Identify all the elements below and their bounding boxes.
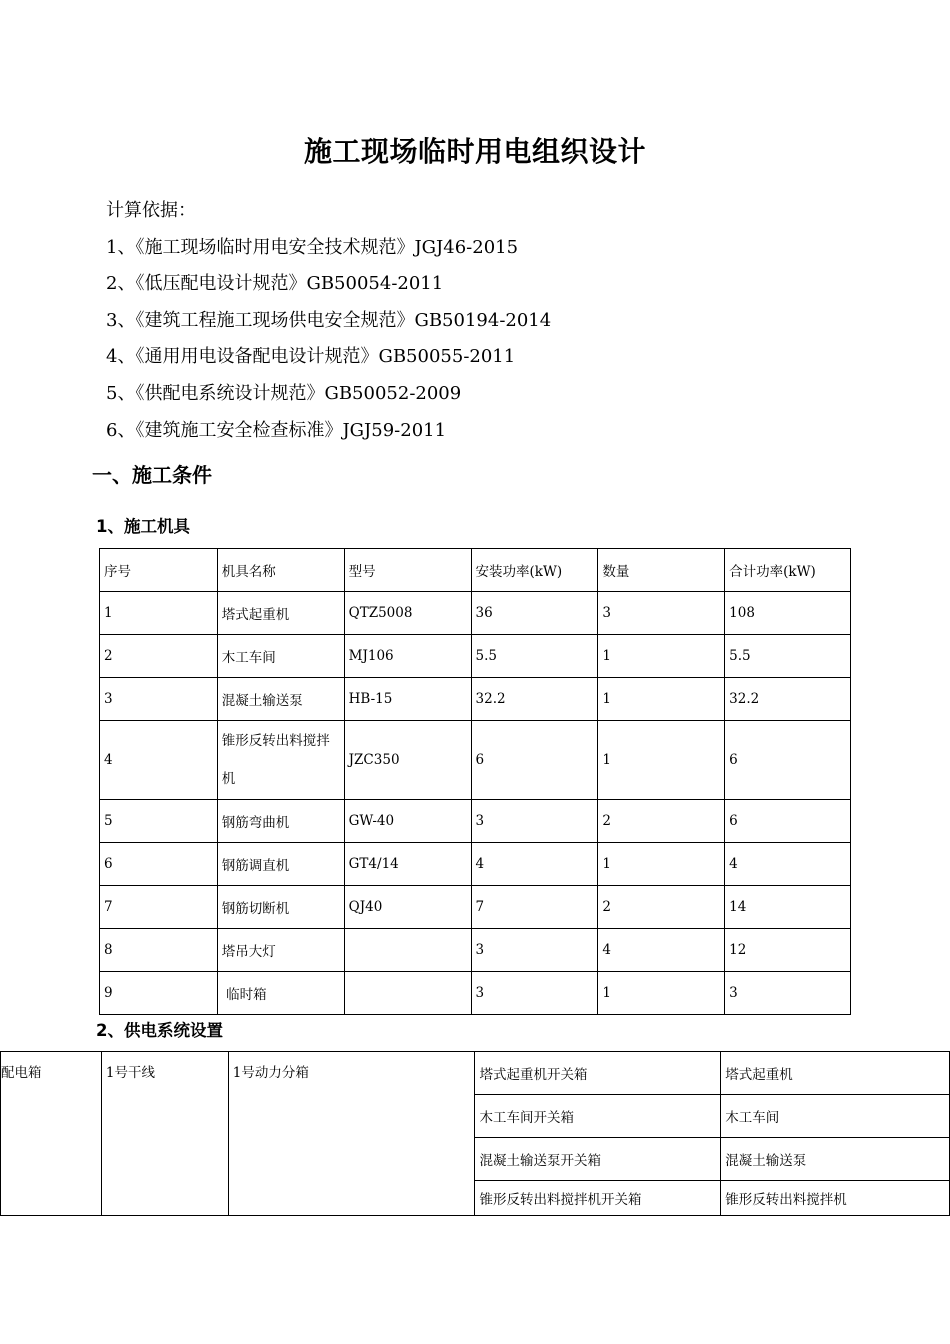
basis-heading: 计算依据： bbox=[106, 200, 196, 221]
header-cell: 序号 bbox=[100, 549, 218, 592]
table-cell: 4 bbox=[100, 721, 218, 800]
basis-item: 6、《建筑施工安全检查标准》JGJ59-2011 bbox=[106, 419, 447, 441]
table-cell: GW-40 bbox=[344, 800, 471, 843]
table-cell: 钢筋调直机 bbox=[217, 843, 344, 886]
machinery-table bbox=[99, 548, 851, 1015]
table-cell: 1 bbox=[598, 721, 725, 800]
table-row bbox=[100, 843, 851, 886]
table-cell: 9 bbox=[100, 972, 218, 1015]
table-cell: 7 bbox=[100, 886, 218, 929]
table-cell: 6 bbox=[725, 721, 851, 800]
table-cell: 1 bbox=[598, 635, 725, 678]
table-cell: 14 bbox=[725, 886, 851, 929]
table-cell: 3 bbox=[725, 972, 851, 1015]
table-cell bbox=[344, 972, 471, 1015]
table-cell: 2 bbox=[598, 800, 725, 843]
header-cell: 数量 bbox=[598, 549, 725, 592]
table-cell: QJ40 bbox=[344, 886, 471, 929]
table-cell: 钢筋切断机 bbox=[217, 886, 344, 929]
table-cell: 临时箱 bbox=[217, 972, 344, 1015]
table-row bbox=[100, 635, 851, 678]
table-cell: GT4/14 bbox=[344, 843, 471, 886]
table-cell: 塔式起重机 bbox=[721, 1052, 950, 1095]
basis-item: 3、《建筑工程施工现场供电安全规范》GB50194-2014 bbox=[106, 309, 552, 331]
table-row bbox=[100, 800, 851, 843]
subheading-power-supply-system: 2、供电系统设置 bbox=[96, 1021, 223, 1040]
table-cell: 混凝土输送泵开关箱 bbox=[475, 1138, 721, 1181]
table-cell: 3 bbox=[598, 592, 725, 635]
table-cell: 塔式起重机开关箱 bbox=[475, 1052, 721, 1095]
table-cell: 7 bbox=[471, 886, 598, 929]
table-cell: 4 bbox=[471, 843, 598, 886]
table-row bbox=[1, 1052, 950, 1095]
document-title: 施工现场临时用电组织设计 bbox=[303, 135, 646, 168]
table-cell: 1 bbox=[100, 592, 218, 635]
table-cell: 6 bbox=[100, 843, 218, 886]
table-cell: JZC350 bbox=[344, 721, 471, 800]
table-cell: 5.5 bbox=[471, 635, 598, 678]
table-header-row bbox=[100, 549, 851, 592]
table-cell: 3 bbox=[471, 972, 598, 1015]
table-cell: 锥形反转出料搅拌机 bbox=[217, 721, 344, 800]
table-row bbox=[100, 886, 851, 929]
subheading-machinery: 1、施工机具 bbox=[96, 517, 190, 536]
table-cell: 5 bbox=[100, 800, 218, 843]
table-cell: 12 bbox=[725, 929, 851, 972]
table-cell: 混凝土输送泵 bbox=[217, 678, 344, 721]
table-cell: 2 bbox=[598, 886, 725, 929]
table-cell: 108 bbox=[725, 592, 851, 635]
table-cell: 木工车间开关箱 bbox=[475, 1095, 721, 1138]
table-cell: 6 bbox=[725, 800, 851, 843]
table-cell: 塔吊大灯 bbox=[217, 929, 344, 972]
table-cell: 1 bbox=[598, 972, 725, 1015]
table-cell-power-subbox: 1号动力分箱 bbox=[228, 1052, 475, 1216]
table-row bbox=[100, 678, 851, 721]
table-cell: 锥形反转出料搅拌机开关箱 bbox=[475, 1181, 721, 1216]
header-cell: 机具名称 bbox=[217, 549, 344, 592]
table-cell: 5.5 bbox=[725, 635, 851, 678]
table-cell: 1 bbox=[598, 678, 725, 721]
table-cell: 木工车间 bbox=[217, 635, 344, 678]
table-cell: MJ106 bbox=[344, 635, 471, 678]
table-cell: 2 bbox=[100, 635, 218, 678]
table-cell: 6 bbox=[471, 721, 598, 800]
table-cell: 36 bbox=[471, 592, 598, 635]
table-cell: 1 bbox=[598, 843, 725, 886]
table-row bbox=[100, 972, 851, 1015]
table-cell: 32.2 bbox=[471, 678, 598, 721]
table-cell: 木工车间 bbox=[721, 1095, 950, 1138]
table-cell: 4 bbox=[725, 843, 851, 886]
table-cell: 4 bbox=[598, 929, 725, 972]
table-row bbox=[100, 721, 851, 800]
calculation-basis bbox=[106, 193, 551, 449]
table-cell: 3 bbox=[471, 800, 598, 843]
table-cell: 3 bbox=[471, 929, 598, 972]
table-cell: 8 bbox=[100, 929, 218, 972]
table-cell: 钢筋弯曲机 bbox=[217, 800, 344, 843]
basis-item: 4、《通用用电设备配电设计规范》GB50055-2011 bbox=[106, 346, 516, 368]
header-cell: 合计功率(kW) bbox=[725, 549, 851, 592]
table-cell: 3 bbox=[100, 678, 218, 721]
table-cell: 混凝土输送泵 bbox=[721, 1138, 950, 1181]
table-row bbox=[100, 592, 851, 635]
table-cell-distribution-box: 配电箱 bbox=[1, 1052, 102, 1216]
section-heading-construction-conditions: 一、施工条件 bbox=[92, 463, 212, 487]
table-cell: QTZ5008 bbox=[344, 592, 471, 635]
header-cell: 安装功率(kW) bbox=[471, 549, 598, 592]
table-cell: HB-15 bbox=[344, 678, 471, 721]
table-cell bbox=[344, 929, 471, 972]
table-row bbox=[100, 929, 851, 972]
table-cell-trunk-line: 1号干线 bbox=[101, 1052, 228, 1216]
table-cell: 塔式起重机 bbox=[217, 592, 344, 635]
basis-item: 2、《低压配电设计规范》GB50054-2011 bbox=[106, 273, 444, 295]
basis-item: 1、《施工现场临时用电安全技术规范》JGJ46-2015 bbox=[106, 236, 519, 258]
table-cell: 锥形反转出料搅拌机 bbox=[721, 1181, 950, 1216]
table-cell: 32.2 bbox=[725, 678, 851, 721]
basis-item: 5、《供配电系统设计规范》GB50052-2009 bbox=[106, 382, 462, 404]
power-supply-table bbox=[0, 1051, 950, 1216]
header-cell: 型号 bbox=[344, 549, 471, 592]
